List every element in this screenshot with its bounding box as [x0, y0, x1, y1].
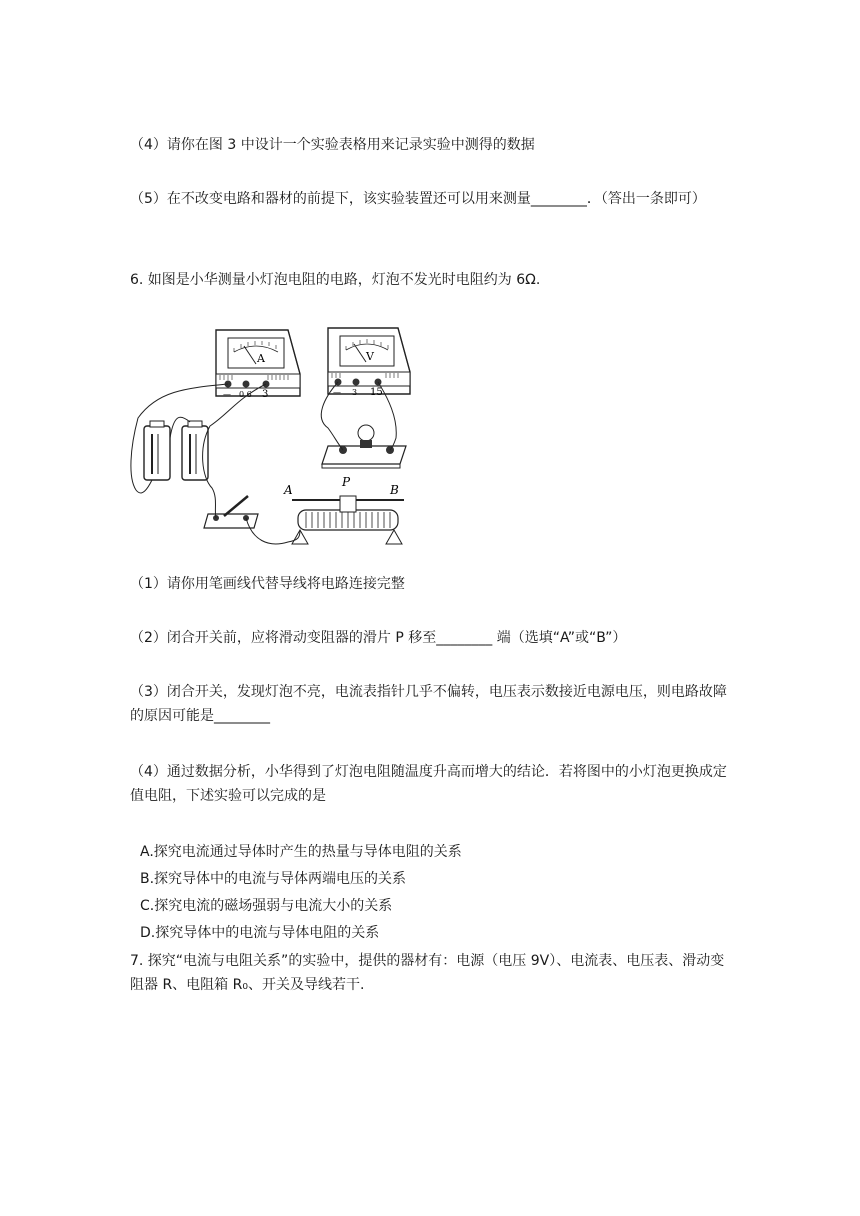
question-6-title: 6. 如图是小华测量小灯泡电阻的电路，灯泡不发光时电阻约为 6Ω. — [130, 272, 541, 288]
question-5-part-5: （5）在不改变电路和器材的前提下，该实验装置还可以用来测量________．（答出一条即可） — [130, 191, 706, 207]
rheostat-label-a: A — [284, 483, 293, 497]
rheostat — [283, 475, 404, 544]
rheostat-label-p: P — [342, 475, 351, 489]
voltmeter-letter: V — [366, 350, 374, 363]
circuit-figure — [128, 318, 420, 548]
question-6-part-4: （4）通过数据分析，小华得到了灯泡电阻随温度升高而增大的结论．若将图中的小灯泡更换成定值电阻，下述实验可以完成的是 — [130, 764, 727, 804]
option-a: A.探究电流通过导体时产生的热量与导体电阻的关系 — [140, 844, 462, 860]
ammeter-letter: A — [257, 352, 265, 365]
ammeter — [216, 330, 300, 400]
switch — [204, 496, 258, 528]
question-6-part-3: （3）闭合开关，发现灯泡不亮，电流表指针几乎不偏转，电压表示数接近电源电压，则电路故障的原因可能是________ — [130, 684, 727, 724]
option-c: C.探究电流的磁场强弱与电流大小的关系 — [140, 898, 393, 914]
rheostat-label-b: B — [390, 483, 399, 497]
voltmeter — [328, 328, 410, 398]
question-6-part-1: （1）请你用笔画线代替导线将电路连接完整 — [130, 576, 405, 592]
ammeter-tick-3: 3 — [262, 389, 269, 400]
battery-cells — [144, 421, 208, 480]
question-6-part-2: （2）闭合开关前，应将滑动变阻器的滑片 P 移至________ 端（选填“A”或“B”） — [130, 630, 627, 646]
question-5-part-4: （4）请你在图 3 中设计一个实验表格用来记录实验中测得的数据 — [130, 137, 535, 153]
question-7-text: 7. 探究“电流与电阻关系”的实验中，提供的器材有：电源（电压 9V）、电流表、电压表、滑动变阻器 R、电阻箱 R₀、开关及导线若干. — [130, 953, 725, 993]
option-d: D.探究导体中的电流与导体电阻的关系 — [140, 925, 380, 941]
bulb-board — [322, 425, 406, 468]
voltmeter-tick-15: 15 — [370, 387, 383, 398]
voltmeter-tick-3: 3 — [352, 388, 358, 397]
ammeter-tick-neg: — — [223, 390, 231, 399]
voltmeter-tick-neg: — — [333, 388, 341, 397]
option-b: B.探究导体中的电流与导体两端电压的关系 — [140, 871, 407, 887]
ammeter-tick-0.6: 0.6 — [239, 390, 252, 399]
